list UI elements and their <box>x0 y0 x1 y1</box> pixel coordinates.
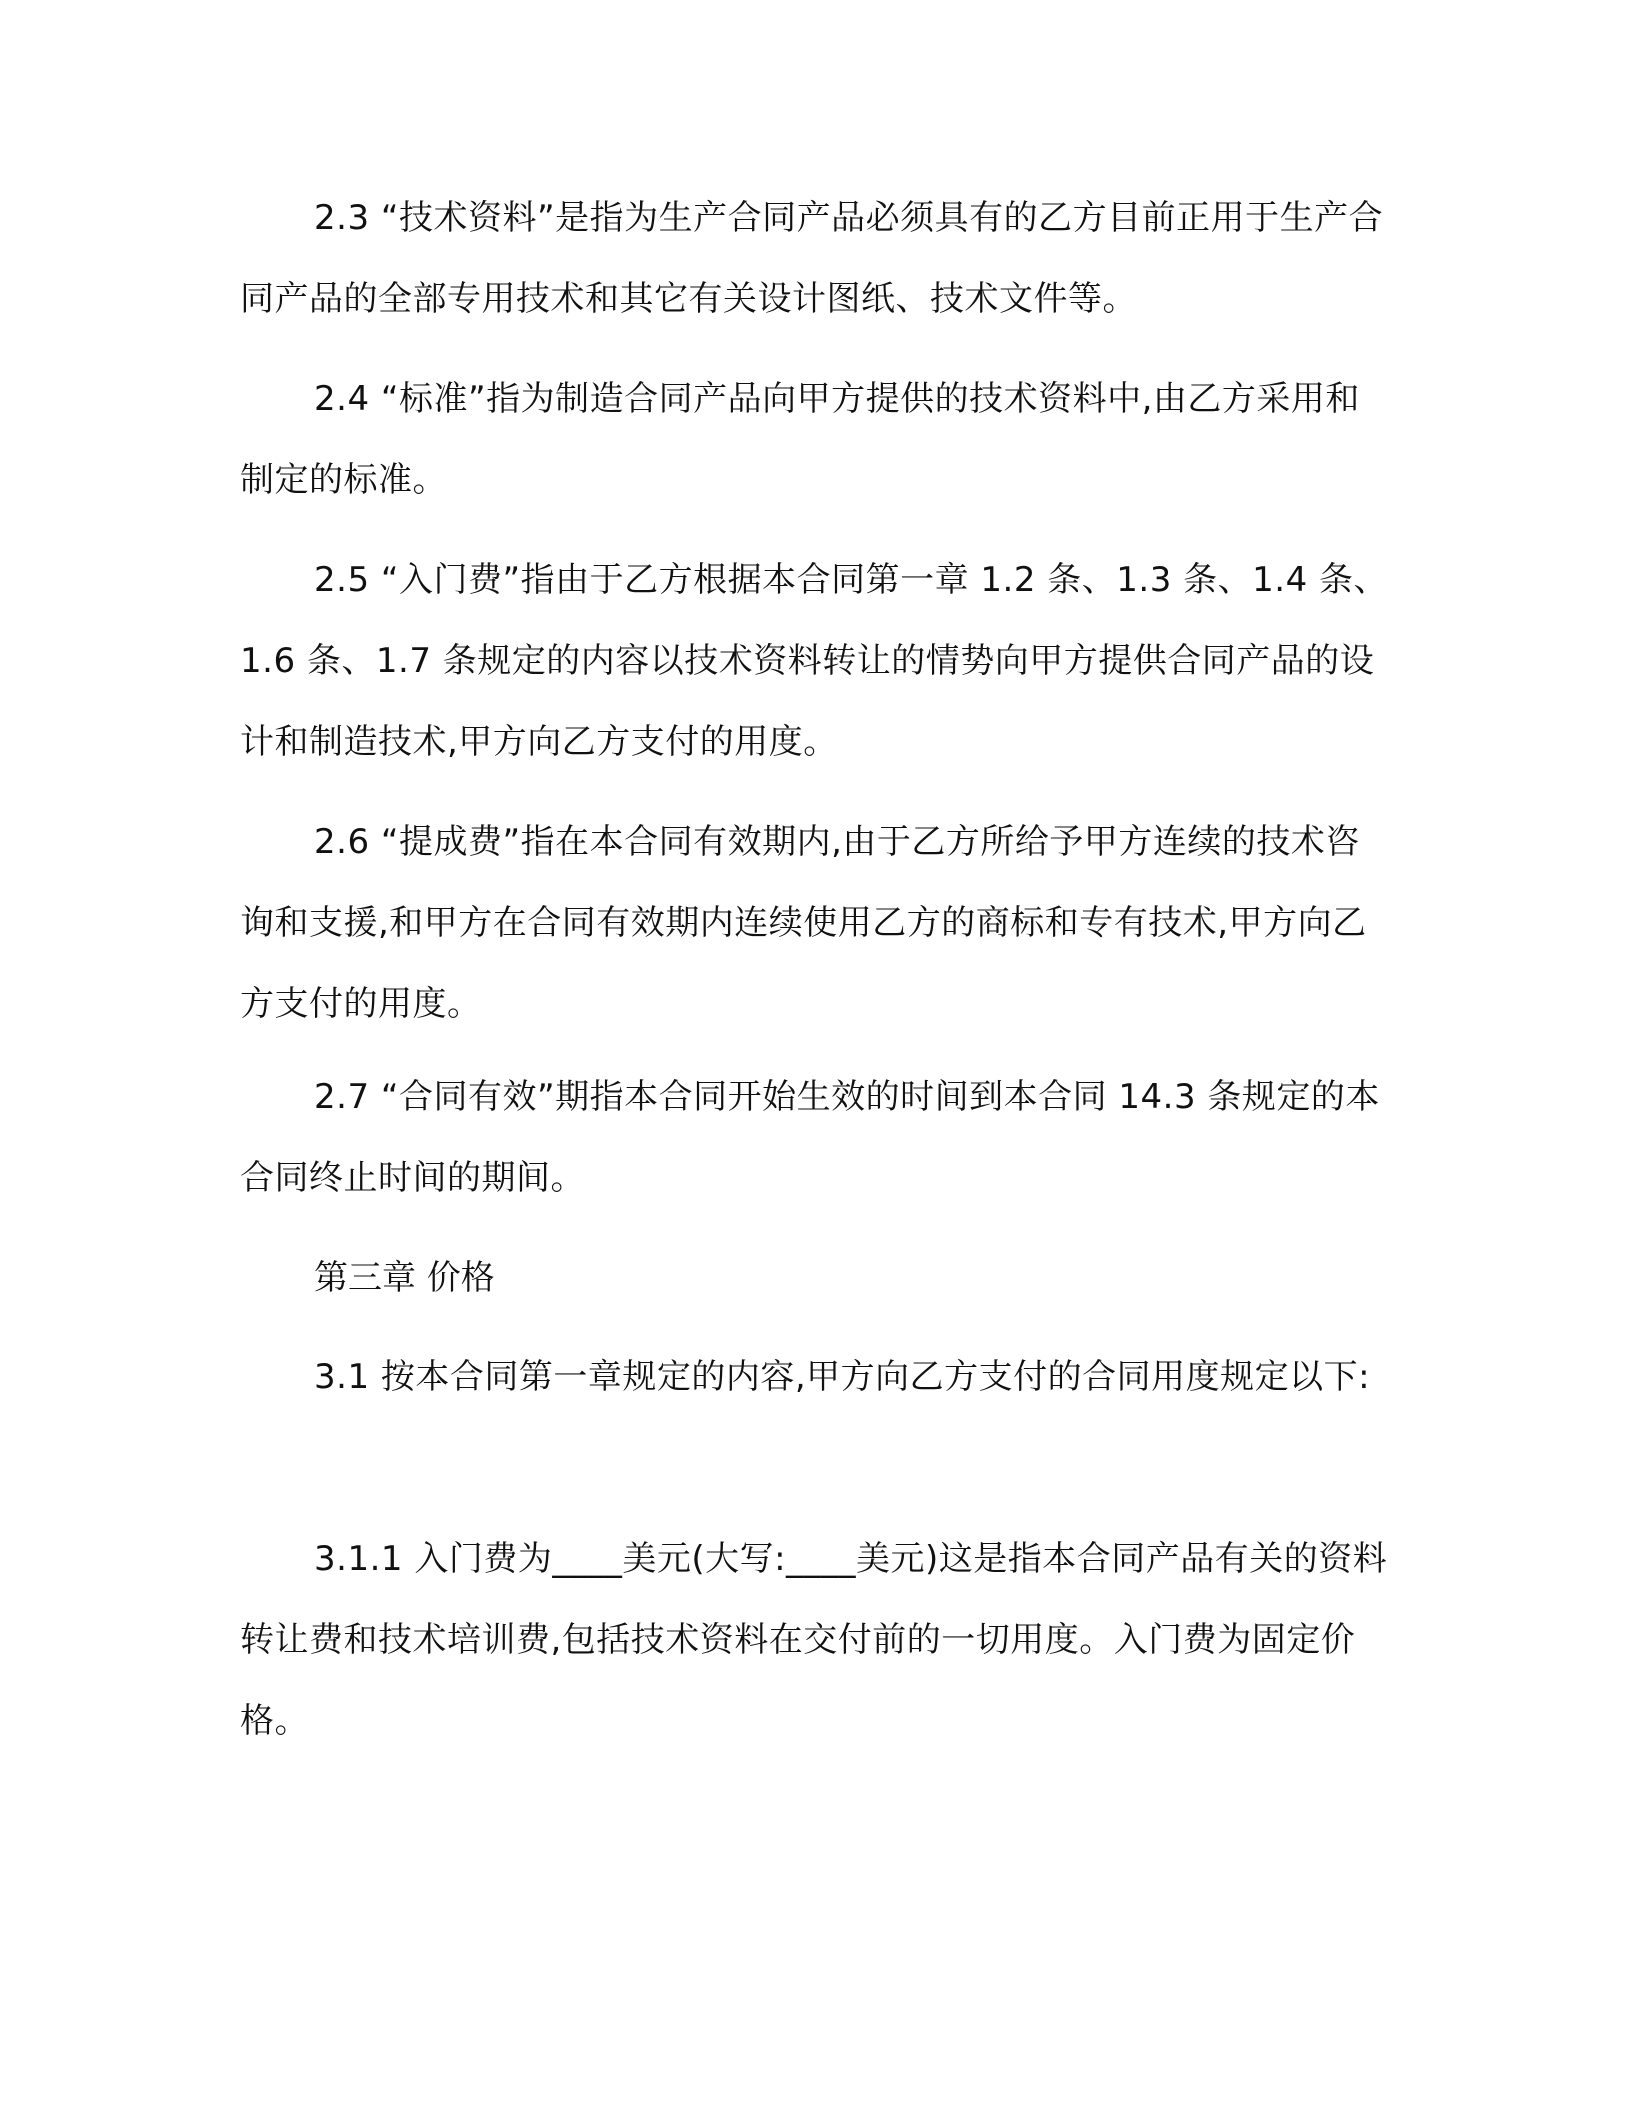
chapter-3-heading: 第三章 价格 <box>314 1258 495 1298</box>
clause-3-1-1: 3.1.1 入门费为____美元(大写:____美元)这是指本合同产品有关的资料转让费和技术培训费,包括技术资料在交付前的一切用度。入门费为固定价格。 <box>240 1539 1388 1741</box>
clause-3-1: 3.1 按本合同第一章规定的内容,甲方向乙方支付的合同用度规定以下: <box>314 1357 1371 1397</box>
clause-2-4: 2.4 “标准”指为制造合同产品向甲方提供的技术资料中,由乙方采用和制定的标准。 <box>240 379 1360 500</box>
clause-2-5: 2.5 “入门费”指由于乙方根据本合同第一章 1.2 条、1.3 条、1.4 条、1.6 条、1.7 条规定的内容以技术资料转让的情势向甲方提供合同产品的设计和制造技术,甲方向乙方支付的用度。 <box>240 560 1389 762</box>
clause-2-3: 2.3 “技术资料”是指为生产合同产品必须具有的乙方目前正用于生产合同产品的全部专用技术和其它有关设计图纸、技术文件等。 <box>240 198 1384 319</box>
clause-2-6: 2.6 “提成费”指在本合同有效期内,由于乙方所给予甲方连续的技术咨询和支援,和甲方在合同有效期内连续使用乙方的商标和专有技术,甲方向乙方支付的用度。 <box>240 822 1367 1024</box>
clause-2-7: 2.7 “合同有效”期指本合同开始生效的时间到本合同 14.3 条规定的本合同终止时间的期间。 <box>240 1077 1380 1198</box>
